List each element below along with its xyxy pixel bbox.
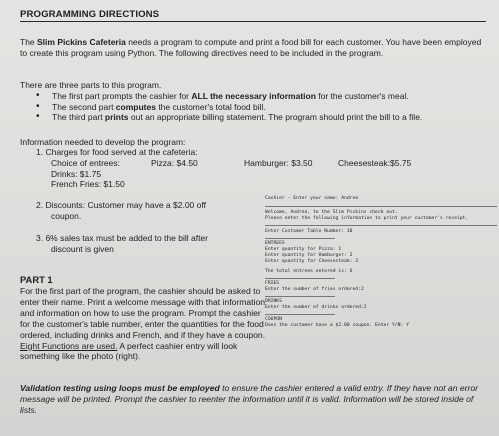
price-drinks: Drinks: $1.75 bbox=[51, 169, 102, 179]
bullet-text: the customer's total food bill. bbox=[155, 101, 266, 112]
console-screenshot bbox=[265, 196, 497, 329]
price-pizza: Pizza: $4.50 bbox=[151, 158, 198, 168]
console-line: Enter the number of fries ordered:2 bbox=[265, 287, 364, 292]
list-item bbox=[36, 112, 491, 123]
intro-paragraph bbox=[20, 37, 488, 58]
bullet-bold: computes bbox=[115, 101, 156, 112]
price-hamburger: Hamburger: $3.50 bbox=[244, 158, 313, 168]
part1-text: For the first part of the program, the cashier should be asked to enter their name. Print a welcome message with that information and information on how to use the program. Prompt the cashier for the customer's table number, enter the quantities for the food ordered, including drinks and French, and if they have a coupon. bbox=[20, 286, 266, 340]
intro-pre: The bbox=[20, 37, 38, 47]
page-title: PROGRAMMING DIRECTIONS bbox=[20, 9, 486, 22]
validation-paragraph bbox=[20, 383, 490, 416]
console-line: Welcome, Andrea, to the Slim Pickins check out. bbox=[265, 210, 398, 215]
divider bbox=[265, 238, 335, 239]
bullet-text: The first part prompts the cashier for bbox=[52, 91, 192, 101]
price-fries: French Fries: $1.50 bbox=[51, 179, 125, 189]
item-tax-line2: discount is given bbox=[51, 243, 114, 254]
item-tax bbox=[36, 233, 256, 254]
console-line: Does the customer have a $2.00 coupon. Enter Y/N: Y bbox=[265, 323, 409, 328]
part1-title: PART 1 bbox=[20, 274, 53, 285]
divider bbox=[265, 278, 335, 279]
item-charges: 1. Charges for food served at the cafeteria: bbox=[36, 147, 198, 157]
divider bbox=[265, 296, 335, 297]
item-discount-line1: 2. Discounts: Customer may have a $2.00 off bbox=[36, 200, 206, 210]
part1-underlined: Eight Functions are used. bbox=[20, 340, 118, 351]
console-section-header: COUPON bbox=[265, 317, 282, 322]
part1-paragraph bbox=[20, 286, 272, 362]
parts-list bbox=[36, 91, 491, 123]
divider bbox=[265, 314, 335, 315]
part1-text-end: A perfect cashier entry will look something like the photo (right). bbox=[20, 340, 238, 362]
console-line: Enter quantity for Pizza: 1 bbox=[265, 247, 342, 252]
item-discount-line2: coupon. bbox=[51, 210, 82, 221]
info-title: Information needed to develop the program: bbox=[20, 137, 186, 147]
console-section-header: FRIES bbox=[265, 281, 280, 286]
console-line: The total entrees entered is: 6 bbox=[265, 269, 353, 274]
list-item bbox=[36, 91, 491, 102]
console-line: Enter the number of drinks ordered:2 bbox=[265, 305, 367, 310]
cafeteria-name: Slim Pickins Cafeteria bbox=[37, 37, 126, 47]
bullet-text: The third part bbox=[52, 112, 105, 123]
console-line: Enter quantity for Hamburger: 2 bbox=[265, 253, 353, 258]
bullet-text: out an appropriate billing statement. The program should print the bill to a file. bbox=[128, 112, 423, 123]
console-line: Enter quantity for Cheesesteak: 3 bbox=[265, 259, 359, 264]
console-section-header: DRINKS bbox=[265, 299, 282, 304]
console-line: Enter Customer Table Number: 10 bbox=[265, 229, 353, 234]
bullet-text: The second part bbox=[52, 101, 116, 112]
console-line: Cashier - Enter your name: Andrea bbox=[265, 196, 359, 201]
item-tax-line1: 3. 6% sales tax must be added to the bill after bbox=[36, 233, 208, 243]
validation-bold: Validation testing using loops must be employed bbox=[20, 383, 220, 393]
validation-text: to ensure the cashier entered a valid entry. If they have not an error message will be printed. Prompt the cashier to reenter the information until it is valid. Information will be stored inside of lists. bbox=[20, 383, 479, 415]
intro-post: needs a program to compute and print a food bill for each customer. You have been employed to create this program using Python. The following directives need to be included in the program. bbox=[20, 37, 482, 58]
divider bbox=[265, 206, 497, 207]
list-item bbox=[36, 102, 491, 113]
bullet-bold: prints bbox=[104, 112, 129, 123]
choice-label: Choice of entrees: bbox=[51, 158, 120, 168]
bullet-bold: ALL the necessary information bbox=[191, 91, 316, 101]
divider bbox=[265, 225, 497, 226]
price-cheesesteak: Cheesesteak:$5.75 bbox=[338, 158, 412, 168]
item-discount bbox=[36, 200, 256, 221]
console-line: Please enter the following information to print your customer's receipt. bbox=[265, 216, 469, 221]
parts-title: There are three parts to this program. bbox=[20, 80, 162, 90]
console-section-header: ENTREES bbox=[265, 241, 285, 246]
bullet-text: for the customer's meal. bbox=[315, 91, 409, 101]
